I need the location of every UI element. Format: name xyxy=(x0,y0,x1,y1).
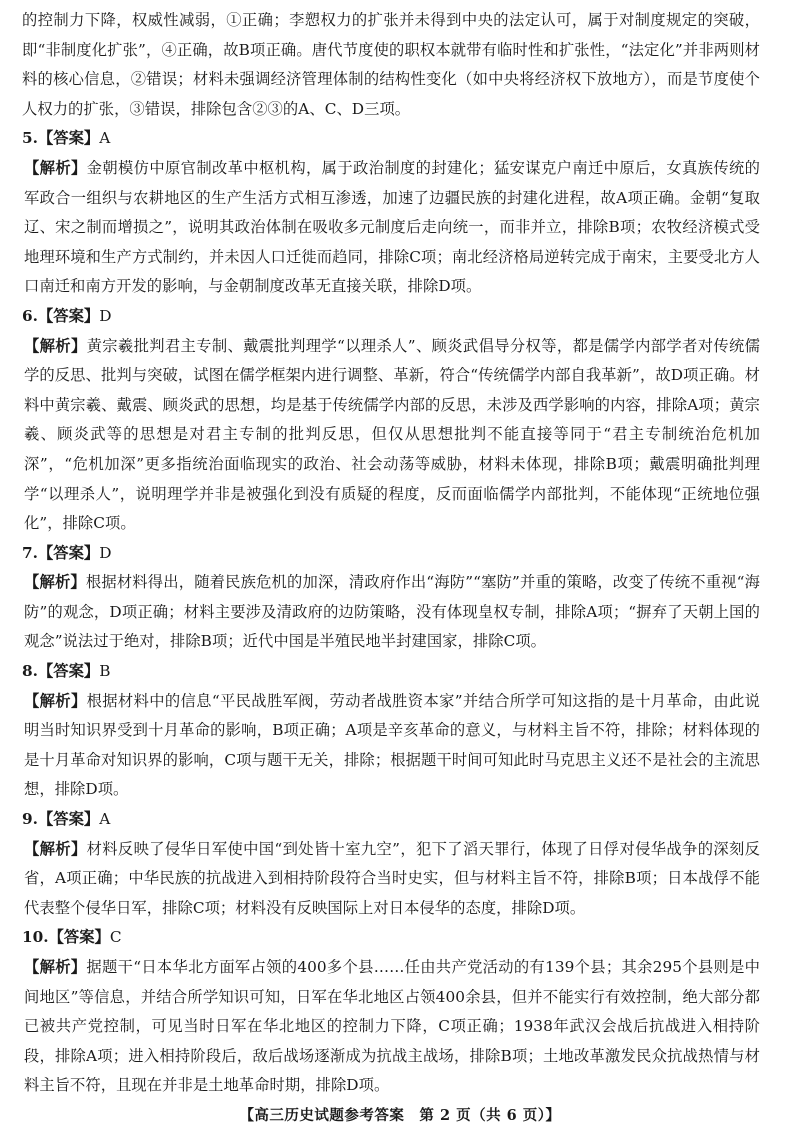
answer-line xyxy=(22,657,760,687)
analysis-paragraph xyxy=(22,154,760,302)
analysis-text: 材料反映了侵华日军使中国“到处皆十室九空”，犯下了滔天罪行，体现了日俘对侵华战争的深刻反省，A项正确；中华民族的抗战进入到相持阶段符合当时史实，但与材料主旨不符，排除B项；日本战俘不能代表整个侵华日军，排除C项；材料没有反映国际上对日本侵华的态度，排除D项。 xyxy=(24,839,761,917)
question-number: 6. xyxy=(22,306,38,325)
question-number: 9. xyxy=(22,810,38,829)
analysis-text: 金朝模仿中原官制改革中枢机构，属于政治制度的封建化；猛安谋克户南迁中原后，女真族传统的军政合一组织与农耕地区的生产生活方式相互渗透，加速了边疆民族的封建化进程，故A项正确。金朝“复取辽、宋之制而增损之”，说明其政治体制在吸收多元制度后走向统一，而非并立，排除B项；农牧经济模式受地理环境和生产方式制约，并未因人口迁徙而趋同，排除C项；南北经济格局逆转完成于南宋，主要受北方人口南迁和南方开发的影响，与金朝制度改革无直接关联，排除D项。 xyxy=(24,158,760,296)
answer-tag: 【答案】 xyxy=(37,810,100,829)
analysis-text: 黄宗羲批判君主专制、戴震批判理学“以理杀人”、顾炎武倡导分权等，都是儒学内部学者对传统儒学的反思、批判与突破，试图在儒学框架内进行调整、革新，符合“传统儒学内部自我革新”，故D项正确。材料中黄宗羲、戴震、顾炎武的思想，均是基于传统儒学内部的反思，未涉及西学影响的内容，排除A项；黄宗羲、顾炎武等的思想是对君主专制的批判反思，但仅从思想批判不能直接等同于“君主专制统治危机加深”，“危机加深”更多指统治面临现实的政治、社会动荡等威胁，材料未体现，排除B项；戴震明确批判理学“以理杀人”，说明理学并非是被强化到没有质疑的程度，反而面临儒学内部批判，不能体现“正统地位强化”，排除C项。 xyxy=(24,336,761,533)
analysis-text: 根据材料得出，随着民族危机的加深，清政府作出“海防”“塞防”并重的策略，改变了传统不重视“海防”的观念，D项正确；材料主要涉及清政府的边防策略，没有体现皇权专制，排除A项；“摒弃了天朝上国的观念”说法过于绝对，排除B项；近代中国是半殖民地半封建国家，排除C项。 xyxy=(24,573,760,651)
analysis-tag: 【解析】 xyxy=(24,691,87,710)
answer-value: A xyxy=(99,129,111,148)
answer-line xyxy=(22,124,760,154)
analysis-paragraph xyxy=(22,568,760,657)
analysis-paragraph xyxy=(22,953,760,1101)
analysis-tag: 【解析】 xyxy=(24,958,87,976)
answer-tag: 【答案】 xyxy=(37,662,100,681)
question-number: 10. xyxy=(22,928,49,947)
analysis-paragraph xyxy=(22,835,760,924)
analysis-tag: 【解析】 xyxy=(24,158,87,177)
question-number: 7. xyxy=(22,543,38,562)
answer-tag: 【答案】 xyxy=(48,928,110,947)
answer-line xyxy=(22,539,760,569)
answer-line xyxy=(22,923,760,953)
intro-paragraph: 的控制力下降，权威性减弱，①正确；李愬权力的扩张并未得到中央的法定认可，属于对制度规定的突破，即“非制度化扩张”，④正确，故B项正确。唐代节度使的职权本就带有临时性和扩张性，“法定化”并非两则材料的核心信息，②错误；材料未强调经济管理体制的结构性变化（如中央将经济权下放地方），而是节度使个人权力的扩张，③错误，排除包含②③的A、C、D三项。 xyxy=(22,11,760,118)
analysis-tag: 【解析】 xyxy=(24,839,87,858)
question-number: 5. xyxy=(22,129,38,148)
analysis-paragraph xyxy=(22,332,760,539)
analysis-tag: 【解析】 xyxy=(24,336,87,355)
answer-tag: 【答案】 xyxy=(37,543,100,562)
answer-value: D xyxy=(99,306,112,325)
answer-value: D xyxy=(99,543,112,562)
answer-line xyxy=(22,805,760,835)
answer-tag: 【答案】 xyxy=(37,306,100,325)
analysis-text: 据题干“日本华北方面军占领的400多个县……任由共产党活动的有139个县；其余295个县则是中间地区”等信息，并结合所学知识可知，日军在华北地区占领400余县，但并不能实行有效控制，绝大部分都已被共产党控制，可见当时日军在华北地区的控制力下降，C项正确；1938年武汉会战后抗战进入相持阶段，排除A项；进入相持阶段后，敌后战场逐渐成为抗战主战场，排除B项；土地改革激发民众抗战热情与材料主旨不符，且现在并非是土地革命时期，排除D项。 xyxy=(24,958,761,1095)
answer-value: C xyxy=(109,928,122,947)
analysis-paragraph xyxy=(22,687,760,805)
answer-tag: 【答案】 xyxy=(37,129,100,148)
page-footer: 【高三历史试题参考答案 第 2 页（共 6 页）】 xyxy=(239,1107,561,1124)
answer-value: A xyxy=(99,810,111,829)
analysis-text: 根据材料中的信息“平民战胜军阀，劳动者战胜资本家”并结合所学可知这指的是十月革命，由此说明当时知识界受到十月革命的影响，B项正确；A项是辛亥革命的意义，与材料主旨不符，排除；材料体现的是十月革命对知识界的影响，C项与题干无关，排除；根据题干时间可知此时马克思主义还不是社会的主流思想，排除D项。 xyxy=(24,691,761,799)
answer-line xyxy=(22,302,760,332)
answer-value: B xyxy=(99,662,111,681)
question-number: 8. xyxy=(22,662,38,681)
analysis-tag: 【解析】 xyxy=(24,573,86,592)
questions-list xyxy=(22,124,760,1101)
